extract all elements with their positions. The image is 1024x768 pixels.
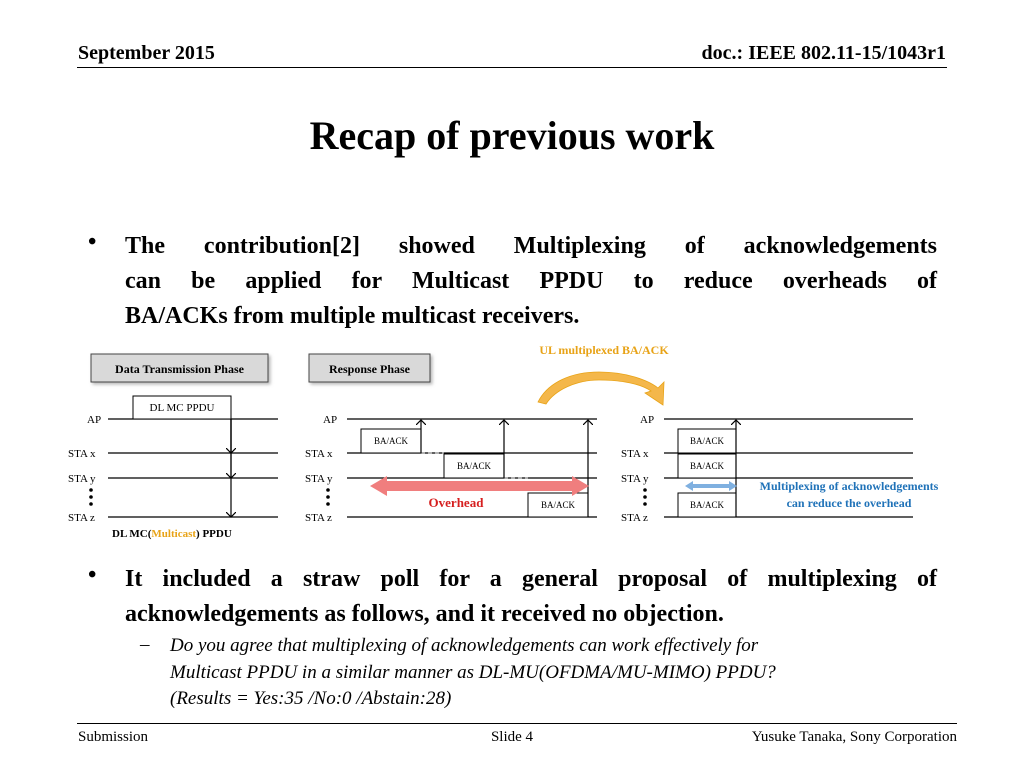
overhead-label: Overhead	[428, 495, 484, 510]
label-sta-y-2: STA y	[305, 473, 333, 485]
label-sta-z-2: STA z	[305, 512, 332, 524]
footer-slide-number: Slide 4	[490, 729, 534, 745]
bullet-1-text	[125, 229, 937, 334]
bullet-1-marker: •	[88, 229, 97, 255]
multiplexing-diagram	[0, 335, 1024, 550]
footer-author: Yusuke Tanaka, Sony Corporation	[751, 729, 957, 745]
label-sta-y-3: STA y	[621, 473, 649, 485]
sub-bullet-marker: –	[140, 634, 150, 655]
sub-line-2: Multicast PPDU in a similar manner as DL-MU(OFDMA/MU-MIMO) PPDU?	[170, 661, 776, 683]
label-ap-3: AP	[640, 414, 655, 426]
label-ap-2: AP	[323, 414, 338, 426]
mux-caption-line-2: can reduce the overhead	[786, 496, 912, 510]
section-multiplexed-ack	[621, 414, 939, 524]
bullet-2-text	[125, 562, 937, 632]
sub-bullet-text	[170, 633, 930, 713]
ba-ack-label-z: BA/ACK	[540, 500, 576, 510]
phase-data-transmission-box	[91, 354, 268, 382]
bullet-1-line-3: BA/ACKs from multiple multicast receivers.	[125, 303, 580, 329]
header-date: September 2015	[78, 42, 215, 64]
header-doc-id: doc.: IEEE 802.11-15/1043r1	[701, 42, 946, 64]
dots-2	[326, 488, 330, 506]
footer-submission: Submission	[78, 729, 149, 745]
mux-ba-ack-label-z: BA/ACK	[689, 500, 725, 510]
dots-3	[643, 488, 647, 506]
label-sta-x-3: STA x	[621, 448, 649, 460]
ul-multiplexed-label: UL multiplexed BA/ACK	[539, 343, 669, 357]
dots-1	[89, 488, 93, 506]
ba-ack-label-y: BA/ACK	[456, 461, 492, 471]
label-sta-z-1: STA z	[68, 512, 95, 524]
phase-response-label: Response Phase	[328, 362, 411, 376]
dl-mc-ppdu-label: DL MC PPDU	[149, 402, 215, 414]
mux-ba-ack-label-x: BA/ACK	[689, 436, 725, 446]
sub-line-3: (Results = Yes:35 /No:0 /Abstain:28)	[170, 688, 452, 709]
mux-caption-line-1: Multiplexing of acknowledgements	[759, 479, 939, 493]
bullet-2-marker: •	[88, 562, 97, 588]
phase-response-box	[309, 354, 430, 382]
label-ap-1: AP	[87, 414, 102, 426]
ba-ack-label-x: BA/ACK	[373, 436, 409, 446]
label-sta-x-1: STA x	[68, 448, 96, 460]
label-sta-z-3: STA z	[621, 512, 648, 524]
page-title: Recap of previous work	[309, 113, 715, 158]
label-sta-x-2: STA x	[305, 448, 333, 460]
ul-multiplexed-arrow	[538, 343, 669, 405]
label-sta-y-1: STA y	[68, 473, 96, 485]
mux-ba-ack-label-y: BA/ACK	[689, 461, 725, 471]
bullet-1-line-1: The contribution[2] showed Multiplexing of acknowledgements	[125, 233, 937, 259]
header-rule	[77, 67, 947, 68]
bullet-2-line-1: It included a straw poll for a general proposal of multiplexing of	[125, 566, 937, 592]
phase-data-transmission-label: Data Transmission Phase	[115, 362, 244, 376]
mux-arrow	[685, 481, 737, 491]
footer-rule	[77, 723, 957, 724]
sub-line-1: Do you agree that multiplexing of acknowledgements can work effectively for	[170, 635, 759, 656]
bullet-1-line-2: can be applied for Multicast PPDU to reduce overheads of	[125, 268, 937, 294]
section-sequential-ack	[305, 414, 597, 524]
section-dl-mc	[68, 396, 278, 540]
caption-dl-mc: DL MC(Multicast) PPDU	[112, 528, 232, 540]
bullet-2-line-2: acknowledgements as follows, and it received no objection.	[125, 601, 724, 627]
